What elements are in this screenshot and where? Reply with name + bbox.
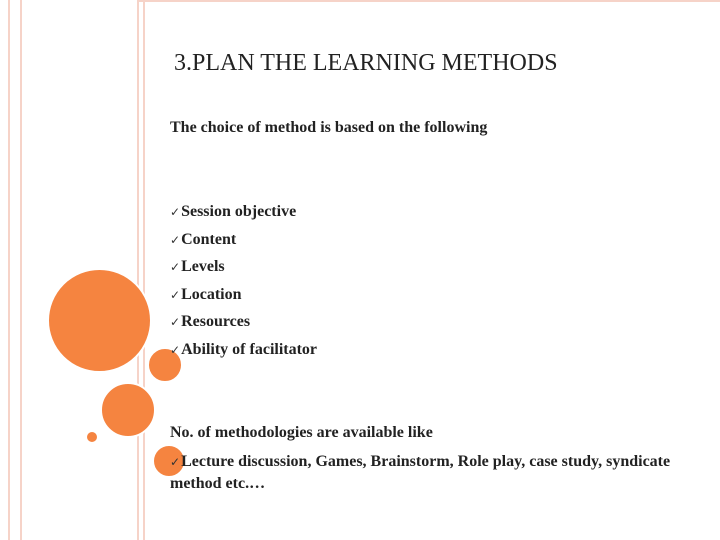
check-icon: ✓	[170, 342, 181, 357]
methods-text: Lecture discussion, Games, Brainstorm, Role play, case study, syndicate method etc.…	[170, 453, 671, 492]
decorative-line	[8, 0, 10, 540]
decorative-circle	[47, 268, 152, 373]
decorative-line	[137, 0, 139, 540]
check-icon: ✓	[170, 232, 181, 247]
check-icon: ✓	[170, 260, 181, 275]
intro-text: The choice of method is based on the following	[170, 119, 488, 136]
check-icon: ✓	[170, 287, 181, 302]
list-item: ✓Levels	[170, 258, 225, 276]
decorative-line	[20, 0, 22, 540]
decorative-circle	[100, 382, 156, 438]
decorative-line	[143, 0, 145, 540]
slide-title: 3.PLAN THE LEARNING METHODS	[174, 50, 558, 76]
check-icon: ✓	[170, 315, 181, 330]
check-icon: ✓	[170, 205, 181, 219]
decorative-line	[137, 0, 720, 2]
methods-heading: No. of methodologies are available like	[170, 424, 433, 441]
list-item: ✓Resources	[170, 313, 251, 331]
check-icon: ✓	[170, 455, 181, 469]
list-item: ✓Session objective	[170, 203, 297, 220]
list-item: ✓Ability of facilitator	[170, 340, 318, 358]
decorative-circle	[85, 430, 99, 444]
methods-list	[170, 451, 690, 495]
criteria-list	[170, 202, 317, 368]
list-item: ✓Content	[170, 230, 237, 248]
list-item: ✓Location	[170, 285, 242, 303]
